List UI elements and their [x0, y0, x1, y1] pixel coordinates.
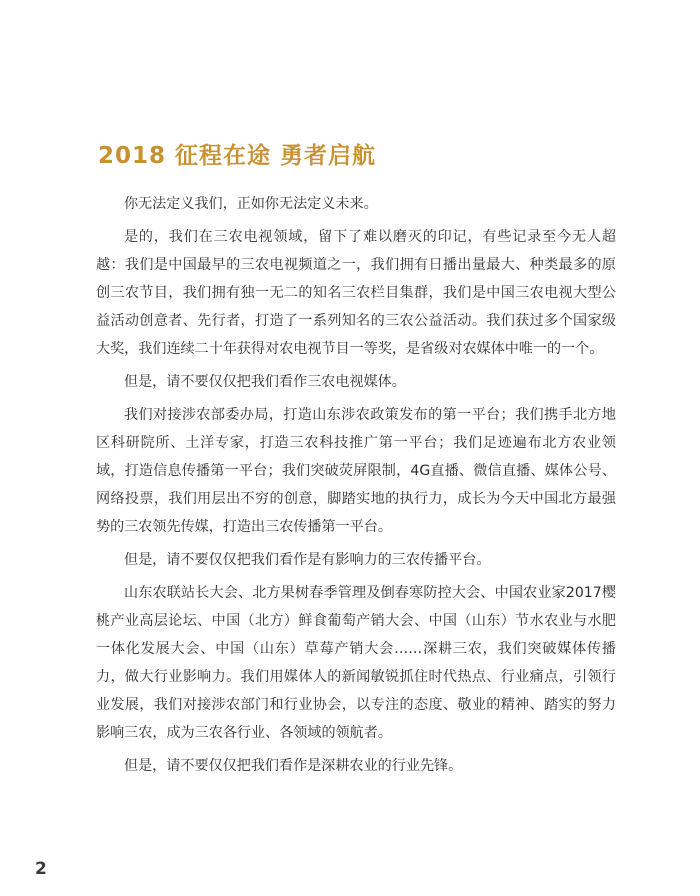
- paragraph: 你无法定义我们，正如你无法定义未来。: [124, 196, 378, 212]
- article-body: [96, 190, 616, 785]
- paragraph: 是的，我们在三农电视领域，留下了难以磨灭的印记，有些记录至今无人超越：我们是中国最早的三农电视频道之一，我们拥有日播出量最大、种类最多的原创三农节目，我们拥有独一无二的知名三农栏目集群，我们是中国三农电视大型公益活动创意者、先行者，打造了一系列知名的三农公益活动。我们获过多个国家级大奖，我们连续二十年获得对农电视节目一等奖，是省级对农媒体中唯一的一个。: [96, 229, 616, 357]
- paragraph: 但是，请不要仅仅把我们看作是有影响力的三农传播平台。: [124, 552, 491, 568]
- page-number: 2: [35, 859, 47, 879]
- paragraph: 我们对接涉农部委办局，打造山东涉农政策发布的第一平台；我们携手北方地区科研院所、土洋专家，打造三农科技推广第一平台；我们足迹遍布北方农业领域，打造信息传播第一平台；我们突破荧屏限制，4G直播、微信直播、媒体公号、网络投票，我们用层出不穷的创意，脚踏实地的执行力，成长为今天中国北方最强势的三农领先传媒，打造出三农传播第一平台。: [96, 407, 616, 535]
- page-title: 2018 征程在途 勇者启航: [98, 143, 377, 169]
- paragraph: 山东农联站长大会、北方果树春季管理及倒春寒防控大会、中国农业家2017樱桃产业高层论坛、中国（北方）鲜食葡萄产销大会、中国（山东）节水农业与水肥一体化发展大会、中国（山东）草莓产销大会……深耕三农，我们突破媒体传播力，做大行业影响力。我们用媒体人的新闻敏锐抓住时代热点、行业痛点，引领行业发展，我们对接涉农部门和行业协会，以专注的态度、敬业的精神、踏实的努力影响三农，成为三农各行业、各领域的领航者。: [96, 585, 616, 741]
- paragraph: 但是，请不要仅仅把我们看作三农电视媒体。: [124, 374, 406, 390]
- paragraph: 但是，请不要仅仅把我们看作是深耕农业的行业先锋。: [124, 758, 463, 774]
